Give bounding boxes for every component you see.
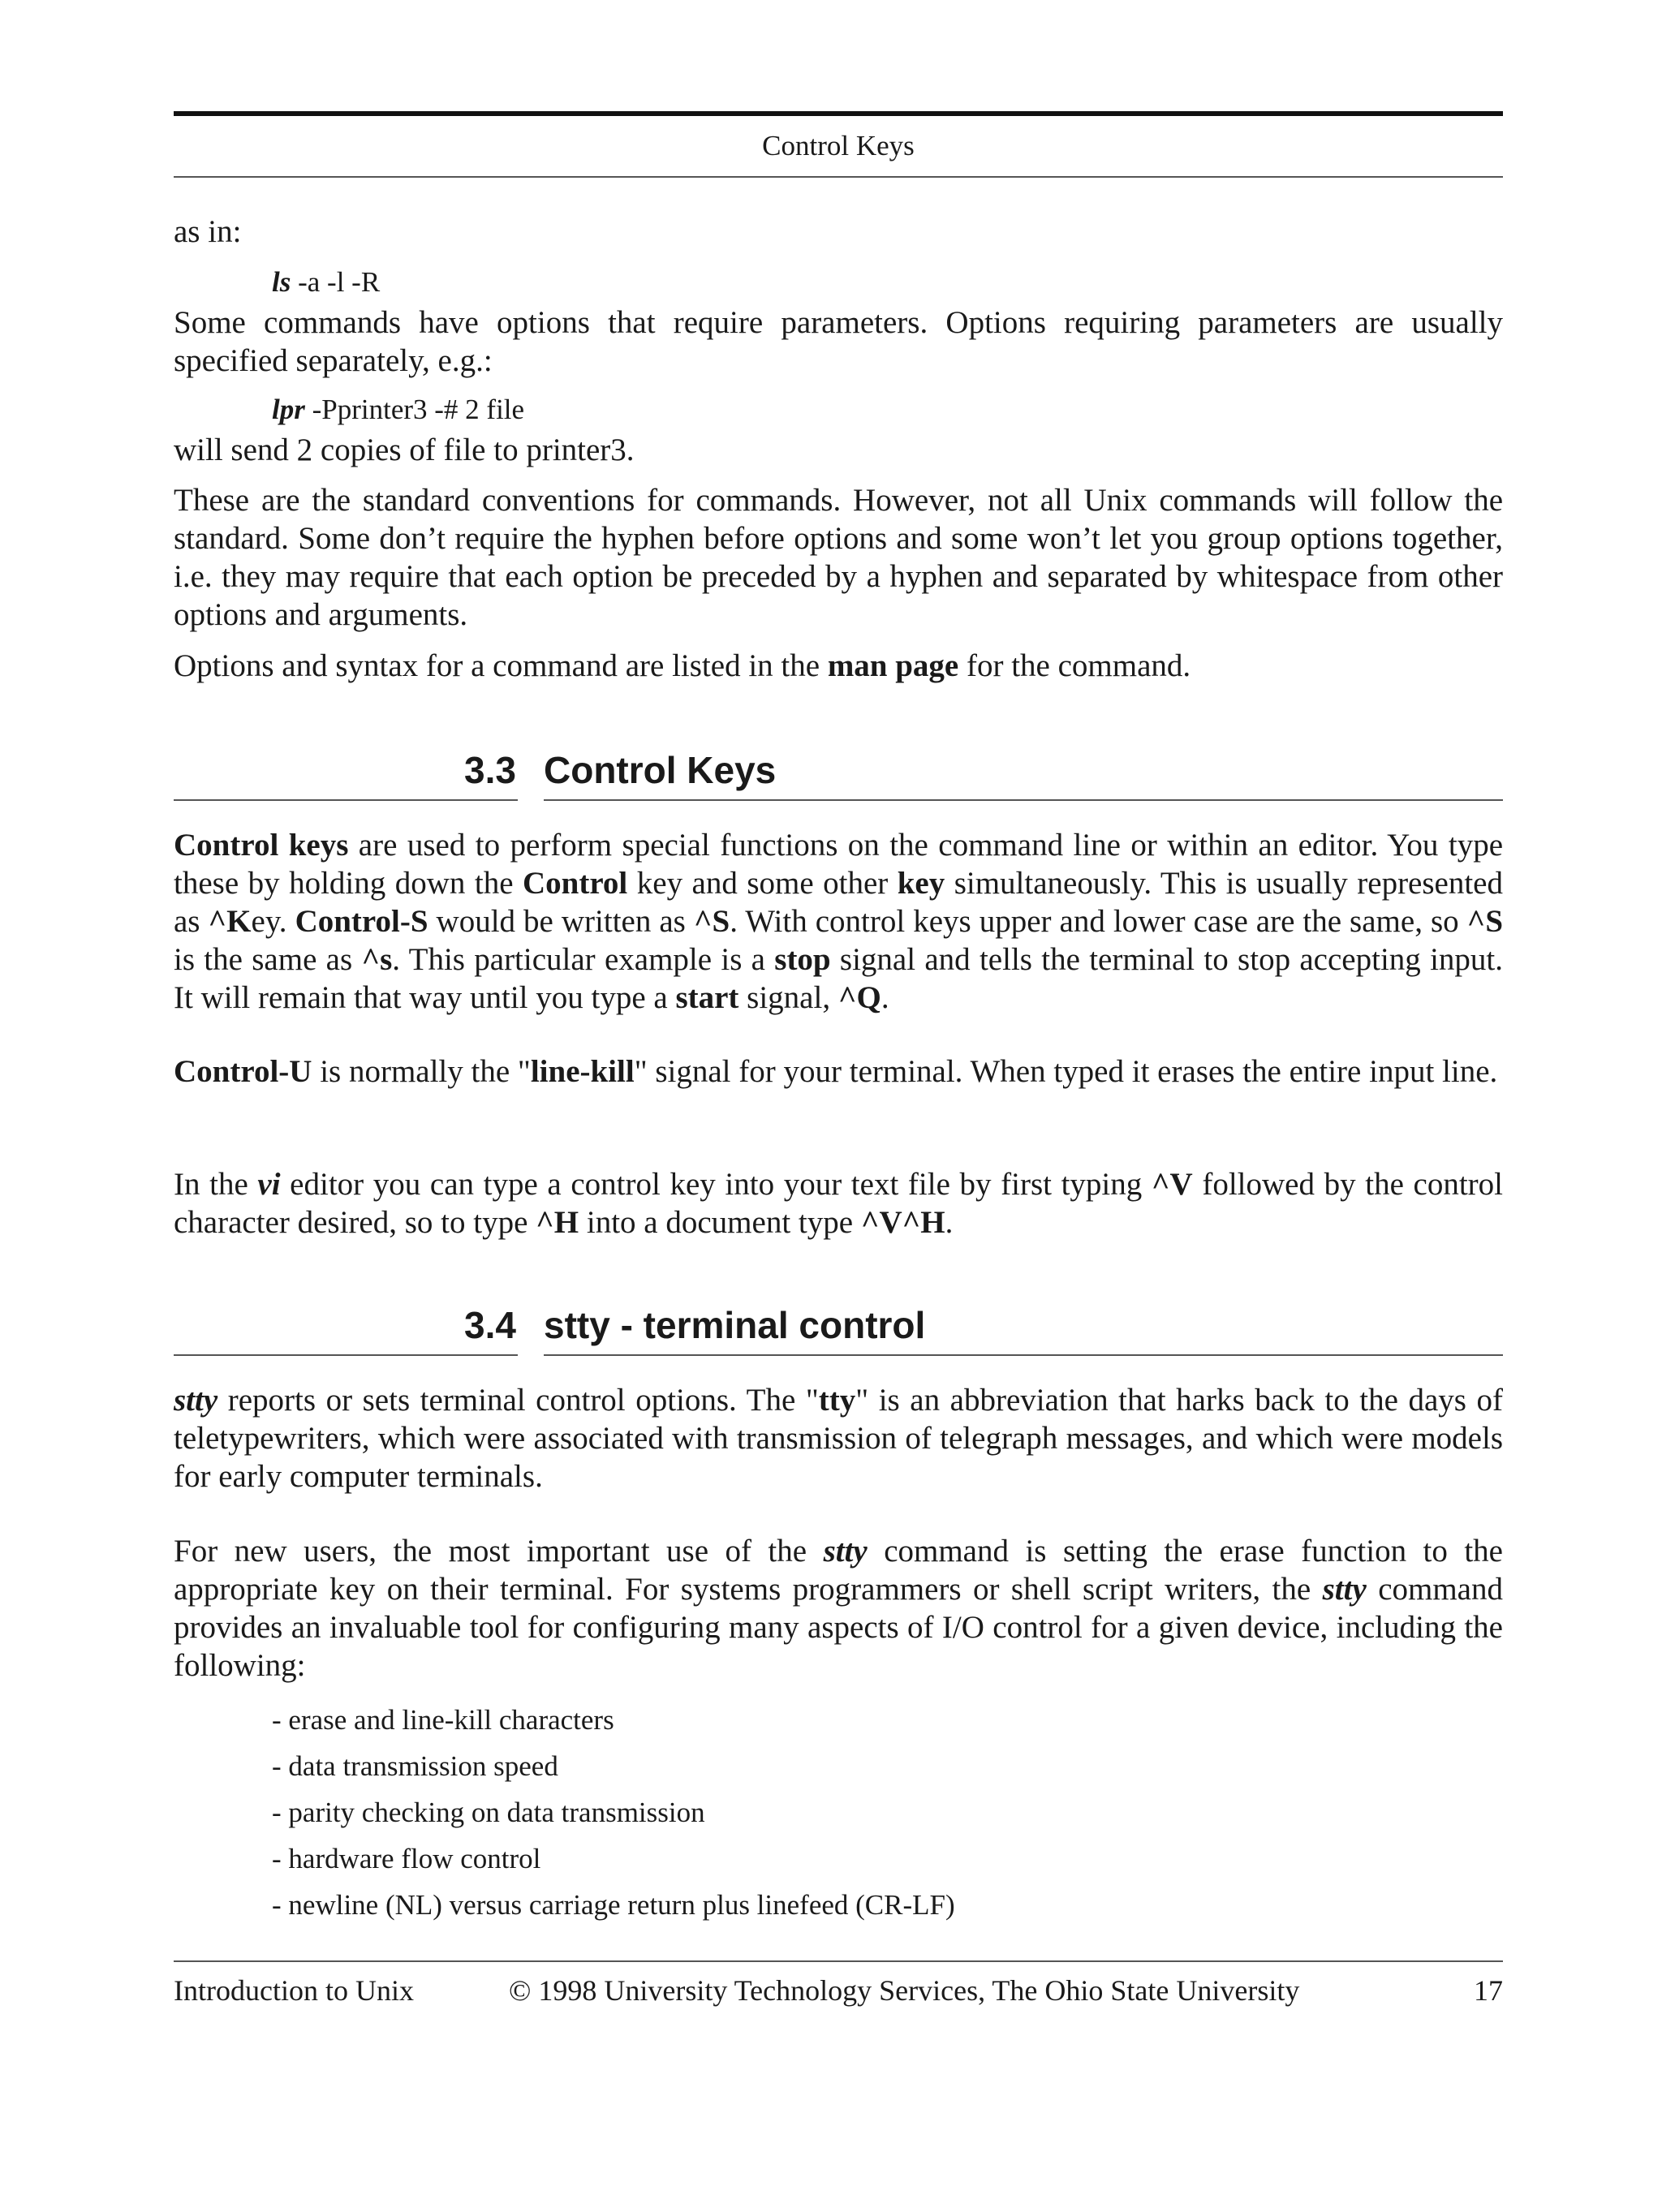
section-3-4-rule-right — [544, 1354, 1503, 1356]
list-item: - erase and line-kill characters — [272, 1704, 614, 1736]
section-3-3-paragraph-2: Control-U is normally the "line-kill" signal for your terminal. When typed it erases the entire input line. — [174, 1054, 1498, 1089]
header-top-rule — [174, 111, 1503, 116]
intro-paragraph-4: Options and syntax for a command are listed in the man page for the command. — [174, 648, 1191, 683]
intro-as-in: as in: — [174, 214, 242, 249]
section-3-4-number: 3.4 — [464, 1304, 516, 1346]
running-header: Control Keys — [762, 130, 915, 161]
command-name: lpr — [272, 394, 305, 425]
intro-paragraph-1: Some commands have options that require parameters. Options requiring parameters are usually specified separately, e.g.: — [174, 305, 1503, 378]
footer-left: Introduction to Unix — [174, 1974, 414, 2007]
list-item: - hardware flow control — [272, 1843, 541, 1874]
header-rule — [174, 176, 1503, 178]
section-3-4-rule-left — [174, 1354, 518, 1356]
command-name: ls — [272, 266, 291, 298]
example-command-ls — [272, 266, 380, 299]
command-args: -Pprinter3 -# 2 file — [304, 394, 525, 425]
command-args: -a -l -R — [291, 266, 381, 298]
footer-rule — [174, 1960, 1503, 1962]
section-3-3-rule-left — [174, 799, 518, 801]
section-3-3-rule-right — [544, 799, 1503, 801]
section-3-3-paragraph-3: In the vi editor you can type a control key into your text file by first typing ^V followed by the control character desired, so to type ^H into a document type ^V^H. — [174, 1167, 1503, 1240]
intro-paragraph-2: will send 2 copies of file to printer3. — [174, 433, 635, 467]
section-3-4-paragraph-2: For new users, the most important use of the stty command is setting the erase function to the appropriate key on their terminal. For systems programmers or shell script writers, the stty command provides an invaluable tool for configuring many aspects of I/O control for a given device, including the following: — [174, 1534, 1503, 1683]
section-3-3-title: Control Keys — [544, 749, 777, 791]
man-page-term: man page — [827, 648, 959, 683]
list-item: - parity checking on data transmission — [272, 1797, 705, 1828]
intro-paragraph-3: These are the standard conventions for commands. However, not all Unix commands will follow the standard. Some don’t require the hyphen before options and some won’t let you group options together, i.e. they may require that each option be preceded by a hyphen and separated by whitespace from other options and arguments. — [174, 483, 1503, 632]
list-item: - newline (NL) versus carriage return plus linefeed (CR-LF) — [272, 1889, 955, 1921]
page-number: 17 — [1474, 1974, 1503, 2007]
example-command-lpr — [272, 394, 524, 426]
list-item: - data transmission speed — [272, 1750, 558, 1782]
section-3-4-title: stty - terminal control — [544, 1304, 926, 1346]
section-3-4-paragraph-1: stty reports or sets terminal control options. The "tty" is an abbreviation that harks back to the days of teletypewriters, which were associated with transmission of telegraph messages, and which were models for early computer terminals. — [174, 1383, 1503, 1494]
footer-copyright: © 1998 University Technology Services, The Ohio State University — [509, 1974, 1300, 2007]
section-3-3-paragraph-1: Control keys are used to perform special functions on the command line or within an editor. You type these by holding down the Control key and some other key simultaneously. This is usually represented as ^Key. Control-S would be written as ^S. With control keys upper and lower case are the same, so ^S is the same as ^s. This particular example is a stop signal and tells the terminal to stop accepting input. It will remain that way until you type a start signal, ^Q. — [174, 828, 1504, 1015]
section-3-3-number: 3.3 — [464, 749, 516, 791]
